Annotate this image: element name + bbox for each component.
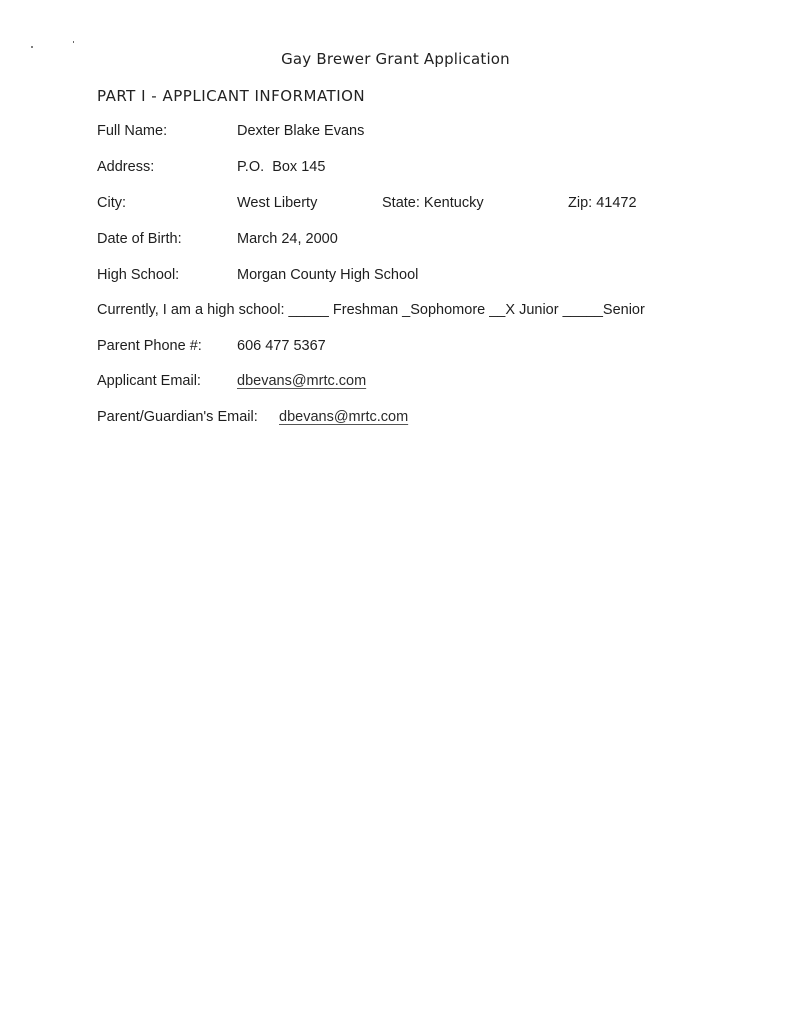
high-school-label: High School:: [97, 267, 180, 283]
state-value: Kentucky: [423, 195, 484, 211]
date-of-birth-value: March 24, 2000: [237, 231, 338, 247]
parent-phone-value: 606 477 5367: [237, 338, 326, 354]
document-title: Gay Brewer Grant Application: [281, 50, 510, 68]
city-label: City:: [97, 195, 126, 211]
applicant-email-label: Applicant Email:: [97, 373, 201, 389]
date-of-birth-label: Date of Birth:: [97, 231, 182, 247]
section-heading: PART I - APPLICANT INFORMATION: [97, 87, 366, 105]
zip-field: [568, 195, 637, 211]
address-value: P.O. Box 145: [237, 159, 326, 175]
full-name-label: Full Name:: [97, 123, 168, 139]
parent-email-label: Parent/Guardian's Email:: [97, 409, 258, 425]
applicant-email-link[interactable]: dbevans@mrtc.com: [237, 373, 367, 389]
grade-level-text: Currently, I am a high school: _____ Freshman _Sophomore __X Junior _____Senior: [97, 302, 645, 318]
zip-value: 41472: [596, 195, 637, 211]
address-label: Address:: [97, 159, 155, 175]
parent-phone-label: Parent Phone #:: [97, 338, 202, 354]
scan-speck: [31, 46, 33, 48]
scan-speck: [73, 41, 74, 43]
state-label: State:: [382, 195, 420, 211]
parent-email-link[interactable]: dbevans@mrtc.com: [279, 409, 409, 425]
high-school-value: Morgan County High School: [237, 267, 419, 283]
city-value: West Liberty: [237, 195, 318, 211]
zip-label: Zip:: [568, 195, 593, 211]
full-name-value: Dexter Blake Evans: [237, 123, 365, 139]
state-field: [382, 195, 484, 211]
